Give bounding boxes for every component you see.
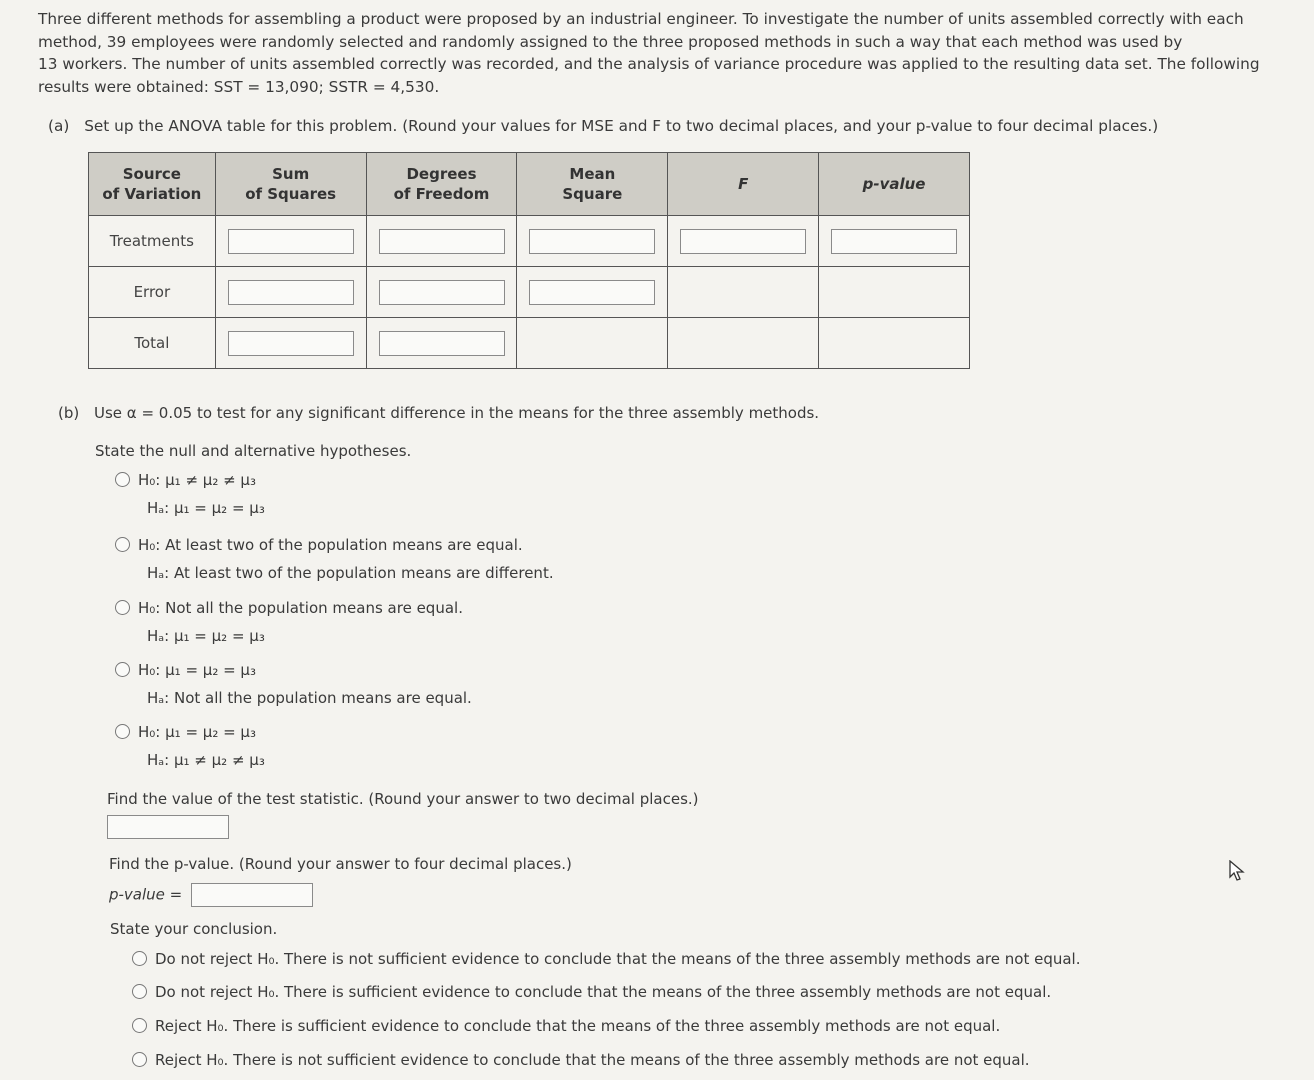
- hypothesis-option-2[interactable]: H₀: At least two of the population means are equal. Hₐ: At least two of the population means are different.: [115, 531, 554, 587]
- test-statistic-prompt: Find the value of the test statistic. (Round your answer to two decimal places.): [107, 790, 699, 808]
- hypothesis-option-4[interactable]: H₀: μ₁ = μ₂ = μ₃ Hₐ: Not all the population means are equal.: [115, 656, 472, 712]
- p-value-table-input[interactable]: [831, 229, 957, 254]
- problem-statement: [38, 8, 1303, 98]
- test-statistic-input[interactable]: [107, 815, 229, 839]
- radio-button[interactable]: [115, 537, 130, 552]
- empty-cell: [668, 267, 819, 318]
- conclusion-option-2[interactable]: Do not reject H₀. There is sufficient evidence to conclude that the means of the three assembly methods are not equal.: [132, 983, 1051, 1001]
- conclusion-option-1[interactable]: Do not reject H₀. There is not sufficient evidence to conclude that the means of the three assembly methods are not equal.: [132, 950, 1080, 968]
- header-f: F: [668, 153, 819, 216]
- df-total-input[interactable]: [379, 331, 505, 356]
- conclusion-option-3[interactable]: Reject H₀. There is sufficient evidence to conclude that the means of the three assembly methods are not equal.: [132, 1017, 1000, 1035]
- radio-button[interactable]: [115, 662, 130, 677]
- p-value-prompt: Find the p-value. (Round your answer to four decimal places.): [109, 855, 572, 873]
- intro-line-2: method, 39 employees were randomly selected and randomly assigned to the three proposed methods in such a way that each method was used by: [38, 32, 1183, 51]
- header-degrees-of-freedom: Degrees of Freedom: [366, 153, 517, 216]
- table-row-error: [89, 267, 970, 318]
- sstr-input[interactable]: [228, 229, 354, 254]
- empty-cell: [668, 318, 819, 369]
- empty-cell: [819, 267, 970, 318]
- anova-header-row: [89, 153, 970, 216]
- mouse-pointer-icon: [1228, 860, 1246, 882]
- radio-button[interactable]: [132, 1018, 147, 1033]
- conclusion-instruction: State your conclusion.: [110, 920, 278, 938]
- anova-table: [88, 152, 970, 369]
- df-treatments-input[interactable]: [379, 229, 505, 254]
- header-sum-of-squares: Sum of Squares: [215, 153, 366, 216]
- p-value-row: [109, 883, 313, 907]
- intro-line-1: Three different methods for assembling a product were proposed by an industrial engineer. To investigate the number of units assembled correctly with each: [38, 10, 1244, 28]
- part-a-text: Set up the ANOVA table for this problem. (Round your values for MSE and F to two decimal places, and your p-value to four decimal places.): [84, 117, 1159, 135]
- empty-cell: [819, 318, 970, 369]
- part-a-tag: (a): [48, 117, 70, 135]
- table-row-total: [89, 318, 970, 369]
- radio-button[interactable]: [132, 1052, 147, 1067]
- row-label-error: Error: [89, 267, 216, 318]
- empty-cell: [517, 318, 668, 369]
- part-a-prompt: [48, 117, 1158, 135]
- header-mean-square: Mean Square: [517, 153, 668, 216]
- part-b-prompt: [58, 404, 819, 422]
- f-input[interactable]: [680, 229, 806, 254]
- hypotheses-instruction: State the null and alternative hypotheses.: [95, 442, 412, 460]
- intro-line-3: 13 workers. The number of units assembled correctly was recorded, and the analysis of variance procedure was applied to the resulting data set. The following: [38, 55, 1260, 73]
- sse-input[interactable]: [228, 280, 354, 305]
- radio-button[interactable]: [132, 984, 147, 999]
- hypothesis-option-1[interactable]: H₀: μ₁ ≠ μ₂ ≠ μ₃ Hₐ: μ₁ = μ₂ = μ₃: [115, 466, 265, 522]
- header-p-value: p-value: [819, 153, 970, 216]
- p-value-input[interactable]: [191, 883, 313, 907]
- intro-line-4: results were obtained: SST = 13,090; SSTR = 4,530.: [38, 77, 440, 96]
- sst-input[interactable]: [228, 331, 354, 356]
- radio-button[interactable]: [115, 600, 130, 615]
- radio-button[interactable]: [132, 951, 147, 966]
- conclusion-option-4[interactable]: Reject H₀. There is not sufficient evidence to conclude that the means of the three assembly methods are not equal.: [132, 1051, 1030, 1069]
- part-b-text: Use α = 0.05 to test for any significant difference in the means for the three assembly methods.: [94, 404, 820, 422]
- row-label-total: Total: [89, 318, 216, 369]
- hypothesis-option-5[interactable]: H₀: μ₁ = μ₂ = μ₃ Hₐ: μ₁ ≠ μ₂ ≠ μ₃: [115, 718, 265, 774]
- df-error-input[interactable]: [379, 280, 505, 305]
- radio-button[interactable]: [115, 472, 130, 487]
- mse-input[interactable]: [529, 280, 655, 305]
- part-b-tag: (b): [58, 404, 80, 422]
- p-value-label: p-value =: [109, 885, 183, 904]
- header-source: Source of Variation: [89, 153, 216, 216]
- table-row-treatments: [89, 216, 970, 267]
- hypothesis-option-3[interactable]: H₀: Not all the population means are equal. Hₐ: μ₁ = μ₂ = μ₃: [115, 594, 463, 650]
- radio-button[interactable]: [115, 724, 130, 739]
- mstr-input[interactable]: [529, 229, 655, 254]
- row-label-treatments: Treatments: [89, 216, 216, 267]
